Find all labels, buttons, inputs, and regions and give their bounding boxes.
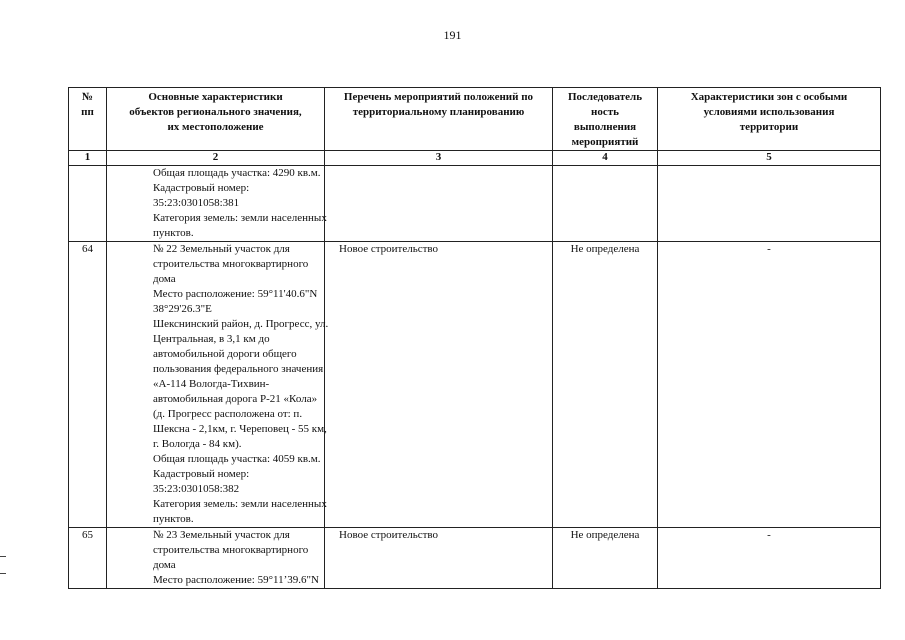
sequence-cell: Не определена xyxy=(553,242,658,528)
column-number: 4 xyxy=(553,151,658,166)
object-characteristics: Общая площадь участка: 4290 кв.м. Кадастровый номер: 35:23:0301058:381 Категория земель: земли населенных пунктов. xyxy=(107,166,325,242)
measures-cell: Новое строительство xyxy=(325,242,553,528)
header-col-zones: Характеристики зон с особыми условиями использования территории xyxy=(658,88,881,151)
page-number: 191 xyxy=(443,28,462,42)
table-row xyxy=(69,528,881,589)
table-row xyxy=(69,166,881,242)
column-number: 1 xyxy=(69,151,107,166)
margin-mark xyxy=(0,573,6,574)
row-number xyxy=(69,166,107,242)
measures-cell xyxy=(325,166,553,242)
table-header-row xyxy=(69,88,881,151)
column-number: 5 xyxy=(658,151,881,166)
object-characteristics: № 23 Земельный участок для строительства многоквартирного дома Место расположение: 59°11’39.6"N xyxy=(107,528,325,589)
header-col-characteristics: Основные характеристики объектов регионального значения, их местоположение xyxy=(107,88,325,151)
margin-mark xyxy=(0,556,6,557)
header-col-number: № пп xyxy=(69,88,107,151)
zones-cell: - xyxy=(658,242,881,528)
column-number: 2 xyxy=(107,151,325,166)
zones-cell xyxy=(658,166,881,242)
column-number: 3 xyxy=(325,151,553,166)
measures-cell: Новое строительство xyxy=(325,528,553,589)
sequence-cell: Не определена xyxy=(553,528,658,589)
header-col-sequence: Последователь ность выполнения мероприятий xyxy=(553,88,658,151)
table-row xyxy=(69,242,881,528)
row-number: 65 xyxy=(69,528,107,589)
row-number: 64 xyxy=(69,242,107,528)
object-characteristics: № 22 Земельный участок для строительства многоквартирного дома Место расположение: 59°11'40.6"N 38°29'26.3"E Шекснинский район, д. Прогресс, ул. Центральная, в 3,1 км до автомобильной дороги общего пользования федерального значения «А-114 Вологда-Тихвин- автомобильная дорога Р-21 «Кола» (д. Прогресс расположена от: п. Шексна - 2,1км, г. Череповец - 55 км, г. Вологда - 84 км). Общая площадь участка: 4059 кв.м. Кадастровый номер: 35:23:0301058:382 Категория земель: земли населенных пунктов. xyxy=(107,242,325,528)
sequence-cell xyxy=(553,166,658,242)
column-number-row xyxy=(69,151,881,166)
zones-cell: - xyxy=(658,528,881,589)
document-table xyxy=(68,87,881,589)
header-col-measures: Перечень мероприятий положений по территориальному планированию xyxy=(325,88,553,151)
